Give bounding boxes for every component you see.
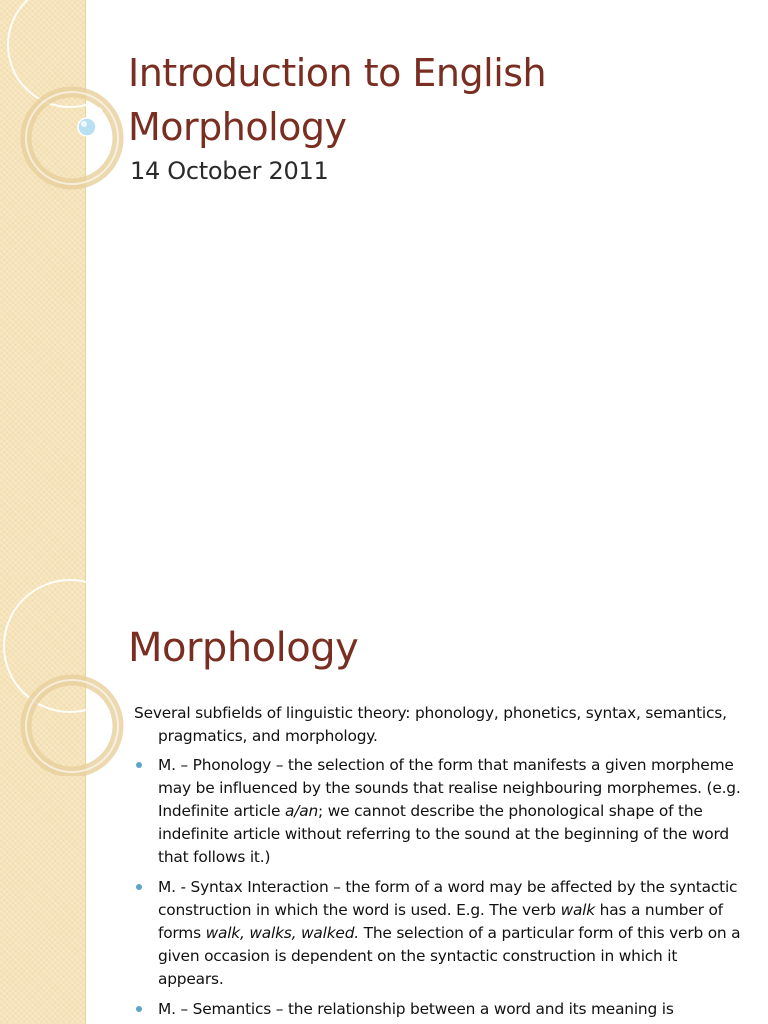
slide-title: Morphology: [128, 625, 359, 671]
slide-date: 14 October 2011: [130, 157, 329, 185]
bullet-text: The selection of a particular form of this verb on a given occasion is dependent on the syntactic construction in which it appears.: [158, 924, 741, 988]
bullet-text: M. – Semantics – the relationship between a word and its meaning is: [158, 1000, 674, 1018]
bullet-icon: [136, 1006, 142, 1012]
bullet-phonology: [134, 754, 746, 869]
bullet-icon: [136, 762, 142, 768]
slide-title: Introduction to English Morphology: [128, 51, 547, 149]
intro-paragraph: Several subfields of linguistic theory: phonology, phonetics, syntax, semantics, pragmatics, and morphology.: [134, 704, 727, 745]
bullet-icon: [136, 884, 142, 890]
decorative-circles-icon: [0, 576, 140, 776]
bullet-text: has a number of forms: [158, 901, 723, 942]
bullet-syntax: [134, 876, 746, 991]
bullet-text: M. - Syntax Interaction – the form of a word may be affected by the syntactic construction in which the word is used. E.g. The verb: [158, 878, 738, 919]
slide-body: [134, 702, 746, 1024]
bullet-semantics: [134, 998, 746, 1021]
bullet-text: M. – Phonology – the selection of the form that manifests a given morpheme may be influenced by the sounds that realise neighbouring morphemes. (e.g. Indefinite article: [158, 756, 741, 820]
bullet-emphasis: a/an: [285, 802, 319, 820]
bullet-emphasis: walk, walks, walked.: [205, 924, 359, 942]
bullet-list: [134, 754, 746, 1021]
bullet-emphasis: walk: [560, 901, 595, 919]
content-slide: [0, 576, 768, 1024]
bullet-text: ; we cannot describe the phonological shape of the indefinite article without referring to the sound at the beginning of the word that follows it.): [158, 802, 729, 866]
decorative-circles-icon: [0, 0, 140, 220]
